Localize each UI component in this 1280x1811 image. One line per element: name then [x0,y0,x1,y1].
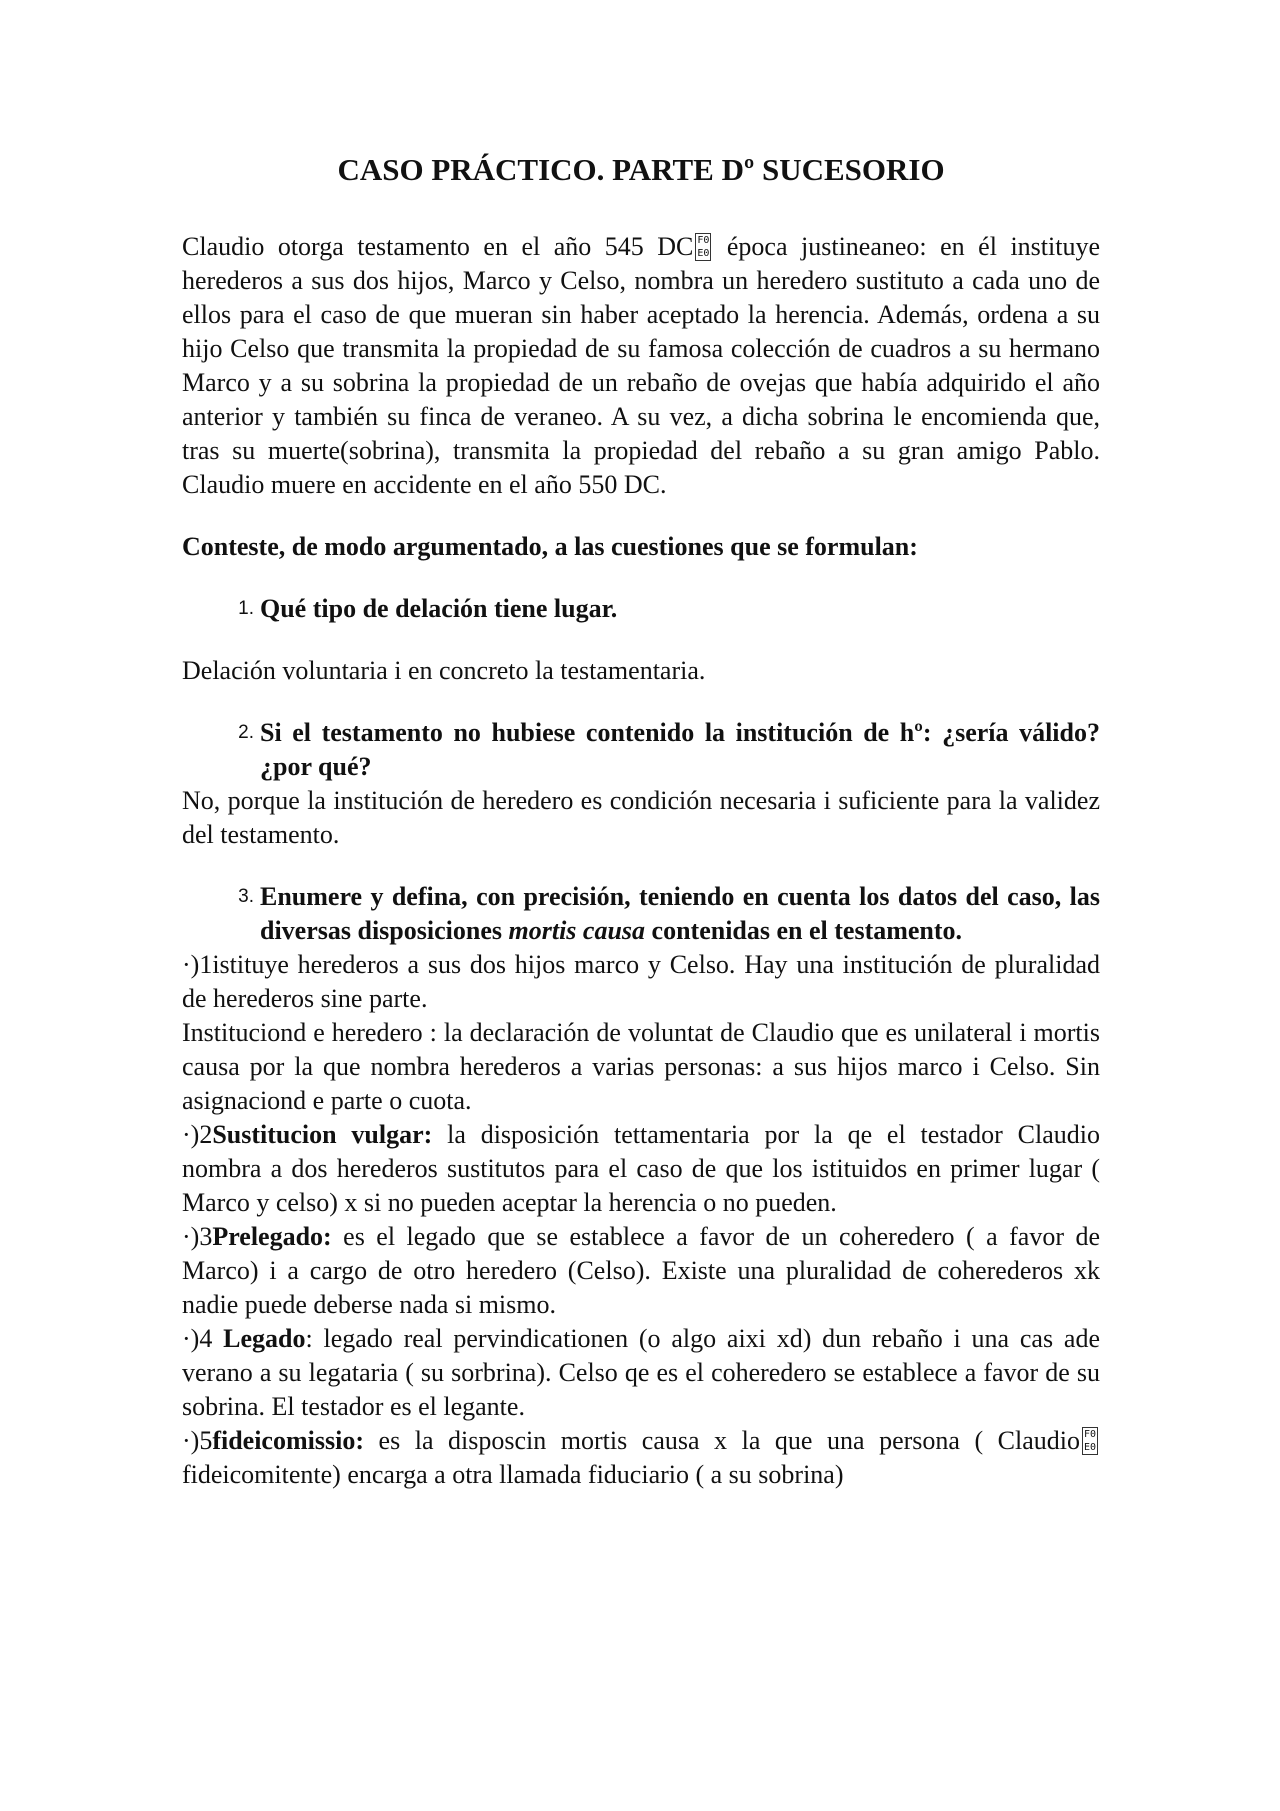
item-2-text: la disposición tettamentaria por la qe el testador Claudio nombra a dos herederos sustitutos para el caso de que los istituidos en primer lugar ( Marco y celso) x si no pueden aceptar la herencia o no pueden. [182,1120,1100,1217]
case-statement-part1: Claudio otorga testamento en el año 545 DC [182,232,694,261]
question-2-text: Si el testamento no hubiese contenido la institución de hº: ¿sería válido? ¿por qué? [260,718,1100,781]
item-3-term: Prelegado: [212,1222,332,1251]
question-3 [182,880,1100,948]
question-2-number: 2. [238,722,254,743]
item-3-text: es el legado que se establece a favor de un coheredero ( a favor de Marco) i a cargo de otro heredero (Celso). Existe una pluralidad de coherederos xk nadie puede deberse nada si mismo. [182,1222,1100,1319]
instructions-heading: Conteste, de modo argumentado, a las cuestiones que se formulan: [182,532,918,561]
answer-1: Delación voluntaria i en concreto la testamentaria. [182,656,706,685]
item-5-text-a: es la disposcin mortis causa x la que una persona ( Claudio [363,1426,1080,1455]
answer-3-item-1: ·)1istituye herederos a sus dos hijos marco y Celso. Hay una institución de pluralidad de herederos sine parte. [182,950,1100,1013]
item-5-term: fideicomissio: [212,1426,364,1455]
question-3-text-a: Enumere y defina, con precisión, teniendo en cuenta los datos del caso, las diversas disposiciones [260,882,1100,945]
page-title: CASO PRÁCTICO. PARTE Dº SUCESORIO [337,152,945,187]
answer-3-item-1-definition: Instituciond e heredero : la declaración de voluntat de Claudio que es unilateral i mortis causa por la que nombra herederos a varias personas: a sus hijos marco i Celso. Sin asignaciond e parte o cuota. [182,1018,1100,1115]
question-3-italic: mortis causa [508,916,646,945]
missing-glyph-icon [1082,1427,1098,1455]
question-3-text [260,880,1100,948]
answer-3-item-4 [182,1322,1100,1424]
item-4-text: : legado real pervindicationen (o algo aixi xd) dun rebaño i una cas ade verano a su legataria ( su sorbrina). Celso qe es el coheredero se establece a favor de su sobrina. El testador es el legante. [182,1324,1100,1421]
question-1-number: 1. [238,598,254,619]
item-5-prefix: ·)5 [182,1426,213,1455]
item-4-prefix: ·)4 [182,1324,224,1353]
item-4-term: Legado [223,1324,306,1353]
case-statement-part2: época justineaneo: en él instituye herederos a sus dos hijos, Marco y Celso, nombra un heredero sustituto a cada uno de ellos para el caso de que mueran sin haber aceptado la herencia. Además, ordena a su hijo Celso que transmita la propiedad de su famosa colección de cuadros a su hermano Marco y a su sobrina la propiedad de un rebaño de ovejas que había adquirido el año anterior y también su finca de veraneo. A su vez, a dicha sobrina le encomienda que, tras su muerte(sobrina), transmita la propiedad del rebaño a su gran amigo Pablo. Claudio muere en accidente en el año 550 DC. [182,232,1100,499]
item-3-prefix: ·)3 [182,1222,213,1251]
question-2 [182,716,1100,784]
item-2-term: Sustitucion vulgar: [212,1120,433,1149]
question-3-text-b: contenidas en el testamento. [645,916,963,945]
answer-3-item-3 [182,1220,1100,1322]
answer-3-item-2 [182,1118,1100,1220]
case-statement [182,230,1100,502]
question-1-text: Qué tipo de delación tiene lugar. [260,594,618,623]
item-2-prefix: ·)2 [182,1120,213,1149]
answer-2: No, porque la institución de heredero es condición necesaria i suficiente para la validez del testamento. [182,786,1100,849]
item-5-text-b: fideicomitente) encarga a otra llamada fiduciario ( a su sobrina) [182,1460,844,1489]
question-1 [182,592,1100,626]
question-3-number: 3. [238,886,254,907]
missing-glyph-icon [695,233,711,261]
document-body [182,150,1100,1492]
answer-3-item-5 [182,1424,1100,1492]
